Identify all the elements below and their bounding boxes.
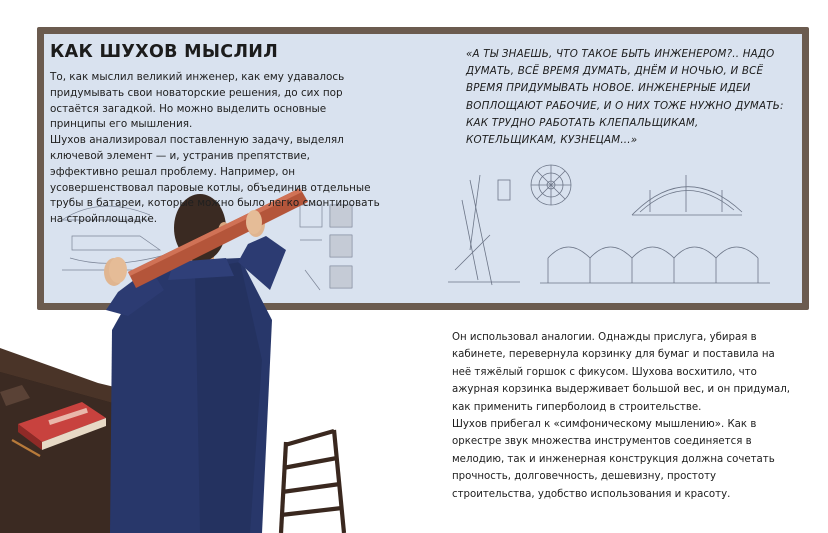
page-title: КАК ШУХОВ МЫСЛИЛ <box>50 42 279 62</box>
chair <box>281 430 344 533</box>
engineering-sketches-right <box>448 165 770 285</box>
body-paragraph: Шухов прибегал к «симфоническому мышлению». Как в оркестре звук множества инструментов соединяется в мелодию, так и инженерная конструкция должна сочетать прочность, долговечность, дешевизну, простоту строительства, удобство использования и красоту. <box>452 419 775 500</box>
body-paragraph: Он использовал аналогии. Однажды прислуга, убирая в кабинете, перевернула корзинку для бумаг и поставила на неё тяжёлый горшок с фикусом. Шухова восхитило, что ажурная корзинка выдерживает большой вес, и он придумал, как применить гиперболоид в строительстве. <box>452 332 790 413</box>
intro-paragraph: Шухов анализировал поставленную задачу, выделял ключевой элемент — и, устранив препятствие, эффективно решал проблему. Например, он усовершенствовал паровые котлы, объединив отдельные трубы в батареи, которые можно было легко смонтировать на стройплощадке. <box>50 134 380 226</box>
shukhov-quote: «А ТЫ ЗНАЕШЬ, ЧТО ТАКОЕ БЫТЬ ИНЖЕНЕРОМ?.. НАДО ДУМАТЬ, ВСЁ ВРЕМЯ ДУМАТЬ, ДНЁМ И НОЧЬЮ, И ВСЁ ВРЕМЯ ПРИДУМЫВАТЬ НОВОЕ. ИНЖЕНЕРНЫЕ ИДЕИ ВОПЛОЩАЮТ РАБОЧИЕ, И О НИХ ТОЖЕ НУЖНО ДУМАТЬ: КАК ТРУДНО РАБОТАТЬ КЛЕПАЛЬЩИКАМ, КОТЕЛЬЩИКАМ, КУЗНЕЦАМ...» <box>466 48 784 147</box>
intro-paragraph: То, как мыслил великий инженер, как ему удавалось придумывать свои новаторские решения, до сих пор остаётся загадкой. Но можно выделить основные принципы его мышления. <box>50 71 345 131</box>
intro-text <box>50 70 380 228</box>
body-text <box>452 329 792 503</box>
